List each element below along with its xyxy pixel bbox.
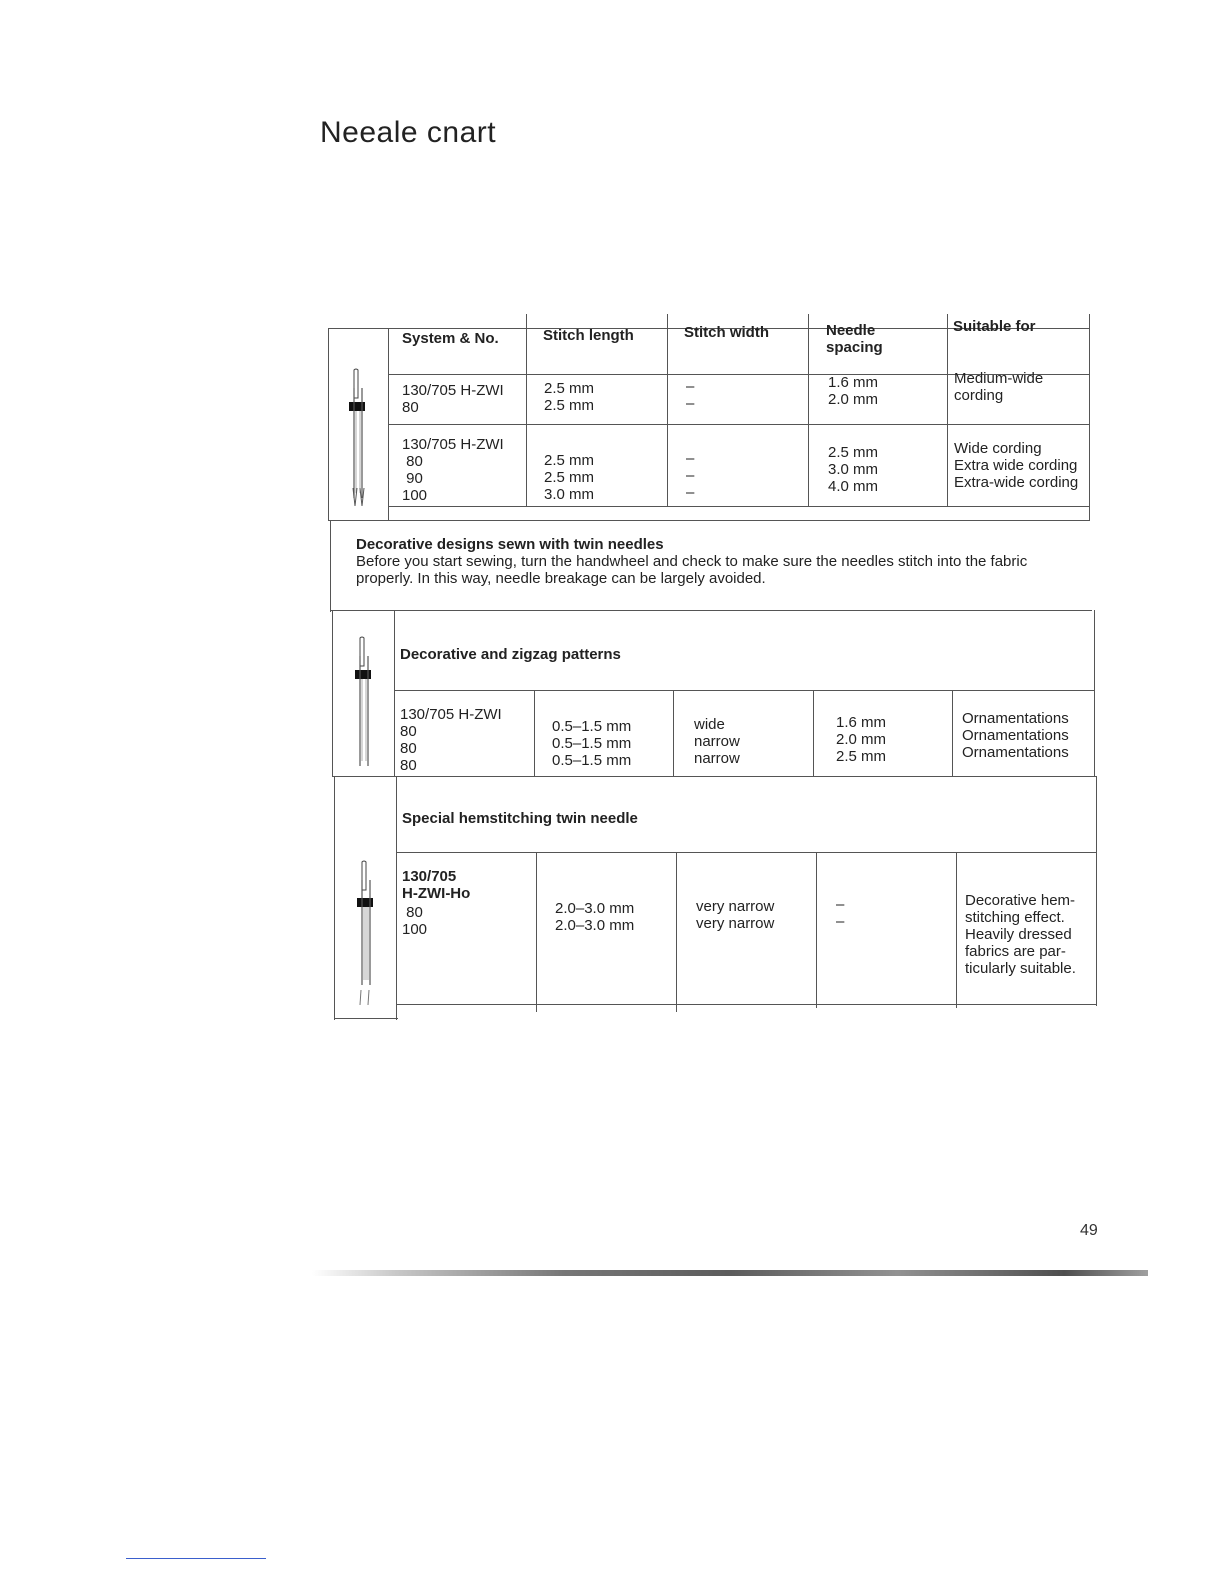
- t2-system: 130/705 H-ZWI 80 80 80: [400, 706, 502, 774]
- row1-system: 130/705 H-ZWI 80: [402, 382, 504, 416]
- t3-system-sizes: 80 100: [402, 904, 428, 938]
- header-needle-spacing: Needle spacing: [826, 322, 883, 356]
- t2-length: 0.5–1.5 mm 0.5–1.5 mm 0.5–1.5 mm: [552, 718, 632, 769]
- t2-suitable: Ornamentations Ornamentations Ornamentations: [962, 710, 1069, 761]
- section-decorative-zigzag: Decorative and zigzag patterns: [400, 646, 621, 663]
- header-stitch-width: Stitch width: [684, 324, 769, 341]
- page-title: Neeale cnart: [320, 116, 497, 149]
- scan-edge-shadow: [312, 1270, 1148, 1276]
- row1-width: – –: [686, 378, 695, 412]
- t3-length: 2.0–3.0 mm 2.0–3.0 mm: [555, 900, 635, 934]
- t3-suitable: Decorative hem- stitching effect. Heavily dressed fabrics are par- ticularly suitable.: [965, 892, 1076, 977]
- page-number: 49: [1080, 1222, 1098, 1239]
- t3-width: very narrow very narrow: [696, 898, 775, 932]
- needle-chart: [328, 314, 1094, 1020]
- row1-suitable: Medium-wide cording: [954, 370, 1044, 404]
- row2-spacing: 2.5 mm 3.0 mm 4.0 mm: [828, 444, 879, 495]
- header-suitable-for: Suitable for: [953, 318, 1036, 335]
- twin-needle-icon: [346, 368, 372, 508]
- t3-system-name: 130/705 H-ZWI-Ho: [402, 868, 471, 902]
- header-stitch-length: Stitch length: [543, 327, 634, 344]
- twin-needle-icon: [352, 636, 378, 776]
- t2-spacing: 1.6 mm 2.0 mm 2.5 mm: [836, 714, 887, 765]
- row2-system: 130/705 H-ZWI 80 90 100: [402, 436, 504, 504]
- section-hemstitching: Special hemstitching twin needle: [402, 810, 638, 827]
- note-heading: Decorative designs sewn with twin needles: [356, 536, 664, 553]
- hemstitch-needle-icon: [354, 860, 380, 1010]
- twin-needle-note: [356, 536, 1076, 587]
- t2-width: wide narrow narrow: [694, 716, 740, 767]
- scan-artifact-line: [126, 1558, 266, 1559]
- header-system: System & No.: [402, 330, 499, 347]
- row2-length: 2.5 mm 2.5 mm 3.0 mm: [544, 452, 595, 503]
- row2-width: – – –: [686, 450, 695, 501]
- row1-spacing: 1.6 mm 2.0 mm: [828, 374, 879, 408]
- row1-length: 2.5 mm 2.5 mm: [544, 380, 595, 414]
- row2-suitable: Wide cording Extra wide cording Extra-wide cording: [954, 440, 1079, 491]
- t3-spacing: – –: [836, 896, 845, 930]
- note-body: Before you start sewing, turn the handwheel and check to make sure the needles stitch into the fabric properly. In this way, needle breakage can be largely avoided.: [356, 553, 1028, 587]
